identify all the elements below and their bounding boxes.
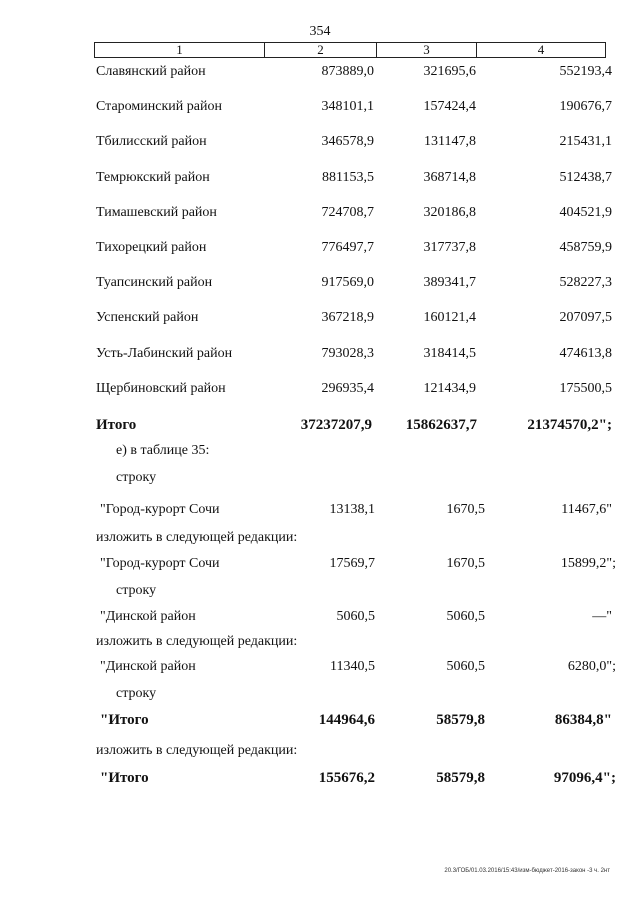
district-col-3: 317737,8 [423,240,476,255]
district-col-2: 724708,7 [321,205,374,220]
total-old-col-4: 86384,8" [554,712,612,728]
total-col-4: 21374570,2"; [527,417,612,433]
total-old-label: "Итого [100,712,149,728]
dinskoy-old-col-2: 5060,5 [336,609,375,624]
restate-text-3: изложить в следующей редакции: [96,743,298,758]
sochi-old-col-2: 13138,1 [329,502,375,517]
district-name: Тихорецкий район [96,240,207,255]
dinskoy-old-col-4: —" [592,609,612,624]
district-col-2: 917569,0 [321,275,374,290]
total-old-col-3: 58579,8 [436,712,485,728]
sochi-new-col-2: 17569,7 [329,556,375,571]
district-name: Туапсинский район [96,275,213,290]
district-col-2: 348101,1 [321,99,374,114]
total-old-col-2: 144964,6 [318,712,375,728]
district-col-3: 321695,6 [423,64,476,79]
district-name: Славянский район [96,64,206,79]
district-col-2: 776497,7 [321,240,374,255]
sochi-old-label: "Город-курорт Сочи [100,502,220,517]
sochi-old-col-4: 11467,6" [561,502,612,517]
total-new-col-2: 155676,2 [318,770,375,786]
district-col-4: 512438,7 [559,170,612,185]
district-name: Староминский район [96,99,222,114]
header-col-4: 4 [537,42,545,57]
district-col-4: 458759,9 [559,240,612,255]
district-col-2: 367218,9 [321,310,374,325]
sochi-new-col-3: 1670,5 [446,556,485,571]
district-name: Тбилисский район [96,134,207,149]
line-word-2: строку [116,583,157,598]
line-word-3: строку [116,686,157,701]
district-col-4: 190676,7 [559,99,612,114]
header-col-1: 1 [95,43,265,57]
district-col-2: 346578,9 [321,134,374,149]
header-col-2: 2 [265,43,377,57]
district-col-4: 175500,5 [559,381,612,396]
footer-file-note: 20.3/ГОБ/01.03.2016/15:43/изм-бюджет-2016-закон -3 ч. 2нт [444,868,610,874]
total-label: Итого [96,417,137,433]
district-col-4: 215431,1 [559,134,612,149]
sochi-new-col-4: 15899,2"; [560,556,616,571]
district-col-2: 793028,3 [321,346,374,361]
restate-text-2: изложить в следующей редакции: [96,634,298,649]
total-col-2: 37237207,9 [300,417,372,433]
total-new-col-4: 97096,4"; [553,770,616,786]
district-col-4: 552193,4 [559,64,612,79]
dinskoy-old-col-3: 5060,5 [446,609,485,624]
sochi-old-col-3: 1670,5 [446,502,485,517]
district-col-3: 368714,8 [423,170,476,185]
district-col-4: 474613,8 [559,346,612,361]
total-col-3: 15862637,7 [405,417,477,433]
district-col-2: 881153,5 [322,170,374,185]
header-col-3: 3 [377,43,477,57]
district-col-3: 131147,8 [424,134,476,149]
dinskoy-new-col-3: 5060,5 [446,659,485,674]
total-new-label: "Итого [100,770,149,786]
district-col-3: 157424,4 [423,99,476,114]
district-col-3: 389341,7 [423,275,476,290]
dinskoy-new-col-2: 11340,5 [330,659,375,674]
district-col-3: 121434,9 [423,381,476,396]
total-new-col-3: 58579,8 [436,770,485,786]
district-name: Усть-Лабинский район [96,346,233,361]
district-col-3: 160121,4 [423,310,476,325]
district-name: Тимашевский район [96,205,217,220]
district-col-2: 873889,0 [321,64,374,79]
dinskoy-new-col-4: 6280,0"; [567,659,616,674]
line-word: строку [116,470,157,485]
dinskoy-new-label: "Динской район [100,659,196,674]
amendment-intro: е) в таблице 35: [116,443,210,458]
district-col-4: 207097,5 [559,310,612,325]
district-col-4: 528227,3 [559,275,612,290]
district-name: Темрюкский район [96,170,210,185]
table-header-row [94,42,606,58]
dinskoy-old-label: "Динской район [100,609,196,624]
district-col-4: 404521,9 [559,205,612,220]
district-name: Успенский район [96,310,199,325]
sochi-new-label: "Город-курорт Сочи [100,556,220,571]
district-name: Щербиновский район [96,381,226,396]
district-col-3: 320186,8 [423,205,476,220]
district-col-3: 318414,5 [423,346,476,361]
restate-text-1: изложить в следующей редакции: [96,530,298,545]
district-col-2: 296935,4 [321,381,374,396]
page-number: 354 [309,24,331,39]
